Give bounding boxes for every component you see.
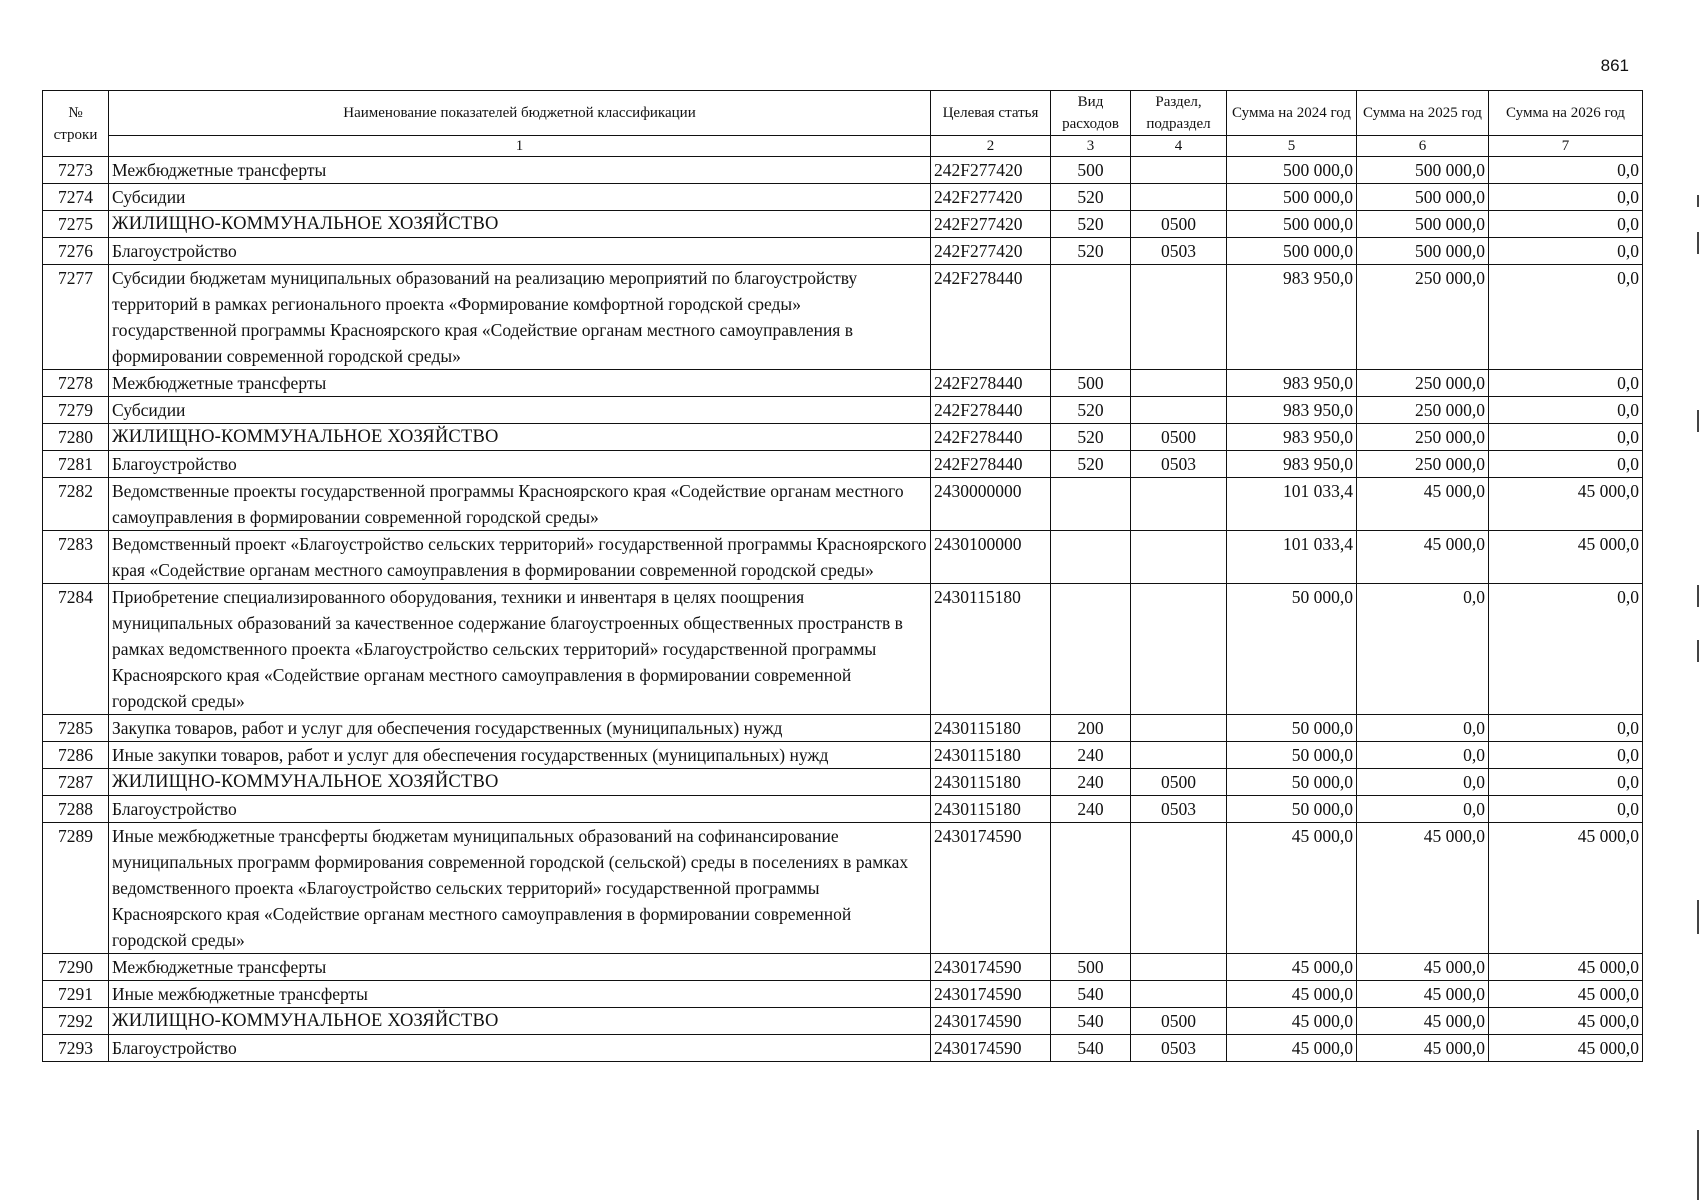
sum-2024: 983 950,0 xyxy=(1227,424,1357,451)
sum-2025: 45 000,0 xyxy=(1357,954,1489,981)
sum-2026: 45 000,0 xyxy=(1489,1035,1643,1062)
sum-2025: 250 000,0 xyxy=(1357,397,1489,424)
col-number-7: 7 xyxy=(1489,136,1643,157)
section-code: 0503 xyxy=(1131,1035,1227,1062)
indicator-name: Ведомственный проект «Благоустройство сельских территорий» государственной программы Красноярского края «Содействие органам местного самоуправления в формировании современной городской среды» xyxy=(109,531,931,584)
sum-2026: 45 000,0 xyxy=(1489,531,1643,584)
section-code: 0503 xyxy=(1131,796,1227,823)
target-article: 2430115180 xyxy=(931,584,1051,715)
target-article: 242F277420 xyxy=(931,211,1051,238)
sum-2025: 45 000,0 xyxy=(1357,531,1489,584)
expense-type: 520 xyxy=(1051,211,1131,238)
section-code xyxy=(1131,265,1227,370)
target-article: 2430100000 xyxy=(931,531,1051,584)
sum-2026: 0,0 xyxy=(1489,211,1643,238)
table-row xyxy=(43,184,1643,211)
expense-type: 540 xyxy=(1051,1035,1131,1062)
table-row xyxy=(43,397,1643,424)
header-name: Наименование показателей бюджетной классификации xyxy=(109,91,931,136)
section-code: 0503 xyxy=(1131,451,1227,478)
table-row xyxy=(43,265,1643,370)
table-row xyxy=(43,531,1643,584)
indicator-name: Субсидии xyxy=(109,397,931,424)
section-code: 0503 xyxy=(1131,238,1227,265)
sum-2026: 45 000,0 xyxy=(1489,981,1643,1008)
row-number: 7280 xyxy=(43,424,109,451)
sum-2025: 500 000,0 xyxy=(1357,211,1489,238)
header-section: Раздел, подраздел xyxy=(1131,91,1227,136)
sum-2026: 0,0 xyxy=(1489,715,1643,742)
indicator-name: Благоустройство xyxy=(109,238,931,265)
table-row xyxy=(43,796,1643,823)
scan-edge-mark xyxy=(1697,640,1699,662)
sum-2025: 250 000,0 xyxy=(1357,370,1489,397)
sum-2024: 50 000,0 xyxy=(1227,742,1357,769)
indicator-name: Субсидии бюджетам муниципальных образований на реализацию мероприятий по благоустройству территорий в рамках регионального проекта «Формирование комфортной городской среды» государственной программы Красноярского края «Содействие органам местного самоуправления в формировании современной городской среды» xyxy=(109,265,931,370)
section-code xyxy=(1131,823,1227,954)
table-row xyxy=(43,157,1643,184)
header-target: Целевая статья xyxy=(931,91,1051,136)
indicator-name: Приобретение специализированного оборудования, техники и инвентаря в целях поощрения муниципальных образований за качественное содержание благоустроенных общественных пространств в рамках ведомственного проекта «Благоустройство сельских территорий» государственной программы Красноярского края «Содействие органам местного самоуправления в формировании современной городской среды» xyxy=(109,584,931,715)
target-article: 242F277420 xyxy=(931,157,1051,184)
target-article: 2430115180 xyxy=(931,796,1051,823)
table-header xyxy=(43,91,1643,157)
section-code: 0500 xyxy=(1131,211,1227,238)
indicator-name: ЖИЛИЩНО-КОММУНАЛЬНОЕ ХОЗЯЙСТВО xyxy=(109,769,931,796)
section-code xyxy=(1131,184,1227,211)
sum-2024: 500 000,0 xyxy=(1227,211,1357,238)
expense-type: 520 xyxy=(1051,184,1131,211)
expense-type: 500 xyxy=(1051,157,1131,184)
expense-type: 520 xyxy=(1051,451,1131,478)
section-code: 0500 xyxy=(1131,769,1227,796)
table-row xyxy=(43,478,1643,531)
indicator-name: Иные закупки товаров, работ и услуг для обеспечения государственных (муниципальных) нужд xyxy=(109,742,931,769)
expense-type xyxy=(1051,584,1131,715)
budget-table xyxy=(42,90,1643,1062)
table-row xyxy=(43,742,1643,769)
sum-2026: 0,0 xyxy=(1489,184,1643,211)
target-article: 2430174590 xyxy=(931,981,1051,1008)
sum-2025: 45 000,0 xyxy=(1357,1035,1489,1062)
indicator-name: Закупка товаров, работ и услуг для обеспечения государственных (муниципальных) нужд xyxy=(109,715,931,742)
sum-2024: 50 000,0 xyxy=(1227,769,1357,796)
row-number: 7282 xyxy=(43,478,109,531)
expense-type: 240 xyxy=(1051,769,1131,796)
expense-type: 520 xyxy=(1051,397,1131,424)
expense-type: 240 xyxy=(1051,742,1131,769)
col-number-4: 4 xyxy=(1131,136,1227,157)
sum-2026: 0,0 xyxy=(1489,769,1643,796)
row-number: 7284 xyxy=(43,584,109,715)
sum-2026: 0,0 xyxy=(1489,424,1643,451)
section-code xyxy=(1131,954,1227,981)
indicator-name: Благоустройство xyxy=(109,451,931,478)
target-article: 242F278440 xyxy=(931,451,1051,478)
header-row-no: № строки xyxy=(43,91,109,157)
row-number: 7288 xyxy=(43,796,109,823)
target-article: 242F278440 xyxy=(931,370,1051,397)
sum-2024: 50 000,0 xyxy=(1227,796,1357,823)
sum-2025: 0,0 xyxy=(1357,715,1489,742)
sum-2026: 0,0 xyxy=(1489,265,1643,370)
indicator-name: ЖИЛИЩНО-КОММУНАЛЬНОЕ ХОЗЯЙСТВО xyxy=(109,1008,931,1035)
indicator-name: Ведомственные проекты государственной программы Красноярского края «Содействие органам местного самоуправления в формировании современной городской среды» xyxy=(109,478,931,531)
target-article: 2430115180 xyxy=(931,742,1051,769)
indicator-name: Иные межбюджетные трансферты бюджетам муниципальных образований на софинансирование муниципальных программ формирования современной городской (сельской) среды в поселениях в рамках ведомственного проекта «Благоустройство сельских территорий» государственной программы Красноярского края «Содействие органам местного самоуправления в формировании современной городской среды» xyxy=(109,823,931,954)
section-code xyxy=(1131,715,1227,742)
expense-type: 500 xyxy=(1051,370,1131,397)
section-code xyxy=(1131,742,1227,769)
row-number: 7273 xyxy=(43,157,109,184)
indicator-name: Межбюджетные трансферты xyxy=(109,954,931,981)
indicator-name: Межбюджетные трансферты xyxy=(109,370,931,397)
sum-2024: 983 950,0 xyxy=(1227,397,1357,424)
target-article: 242F277420 xyxy=(931,238,1051,265)
target-article: 242F278440 xyxy=(931,424,1051,451)
expense-type: 520 xyxy=(1051,424,1131,451)
target-article: 2430174590 xyxy=(931,954,1051,981)
table-row xyxy=(43,823,1643,954)
table-row xyxy=(43,954,1643,981)
sum-2024: 101 033,4 xyxy=(1227,531,1357,584)
header-exp-type: Вид расходов xyxy=(1051,91,1131,136)
section-code xyxy=(1131,397,1227,424)
scan-edge-mark xyxy=(1697,1130,1699,1200)
row-number: 7285 xyxy=(43,715,109,742)
target-article: 2430174590 xyxy=(931,823,1051,954)
row-number: 7293 xyxy=(43,1035,109,1062)
target-article: 242F277420 xyxy=(931,184,1051,211)
sum-2024: 983 950,0 xyxy=(1227,265,1357,370)
sum-2026: 0,0 xyxy=(1489,742,1643,769)
header-sum-2025: Сумма на 2025 год xyxy=(1357,91,1489,136)
section-code xyxy=(1131,531,1227,584)
row-number: 7276 xyxy=(43,238,109,265)
indicator-name: ЖИЛИЩНО-КОММУНАЛЬНОЕ ХОЗЯЙСТВО xyxy=(109,211,931,238)
sum-2025: 500 000,0 xyxy=(1357,238,1489,265)
target-article: 2430000000 xyxy=(931,478,1051,531)
sum-2026: 0,0 xyxy=(1489,397,1643,424)
sum-2024: 50 000,0 xyxy=(1227,715,1357,742)
sum-2026: 0,0 xyxy=(1489,584,1643,715)
expense-type xyxy=(1051,823,1131,954)
sum-2025: 0,0 xyxy=(1357,584,1489,715)
row-number: 7292 xyxy=(43,1008,109,1035)
sum-2026: 45 000,0 xyxy=(1489,478,1643,531)
target-article: 2430115180 xyxy=(931,715,1051,742)
table-row xyxy=(43,769,1643,796)
row-number: 7278 xyxy=(43,370,109,397)
column-number-row xyxy=(43,136,1643,157)
row-number: 7286 xyxy=(43,742,109,769)
page-number: 861 xyxy=(1600,56,1629,75)
sum-2026: 0,0 xyxy=(1489,370,1643,397)
row-number: 7289 xyxy=(43,823,109,954)
sum-2026: 0,0 xyxy=(1489,157,1643,184)
sum-2026: 45 000,0 xyxy=(1489,954,1643,981)
row-number: 7290 xyxy=(43,954,109,981)
target-article: 2430115180 xyxy=(931,769,1051,796)
sum-2024: 500 000,0 xyxy=(1227,238,1357,265)
table-row xyxy=(43,981,1643,1008)
expense-type xyxy=(1051,531,1131,584)
sum-2025: 0,0 xyxy=(1357,796,1489,823)
sum-2025: 250 000,0 xyxy=(1357,265,1489,370)
sum-2025: 45 000,0 xyxy=(1357,981,1489,1008)
sum-2024: 101 033,4 xyxy=(1227,478,1357,531)
sum-2025: 250 000,0 xyxy=(1357,424,1489,451)
expense-type: 540 xyxy=(1051,981,1131,1008)
sum-2025: 0,0 xyxy=(1357,742,1489,769)
target-article: 242F278440 xyxy=(931,397,1051,424)
scan-edge-mark xyxy=(1697,232,1699,254)
target-article: 2430174590 xyxy=(931,1035,1051,1062)
table-row xyxy=(43,424,1643,451)
sum-2024: 45 000,0 xyxy=(1227,954,1357,981)
row-number: 7291 xyxy=(43,981,109,1008)
sum-2024: 50 000,0 xyxy=(1227,584,1357,715)
row-number: 7281 xyxy=(43,451,109,478)
indicator-name: Иные межбюджетные трансферты xyxy=(109,981,931,1008)
sum-2024: 500 000,0 xyxy=(1227,157,1357,184)
sum-2025: 500 000,0 xyxy=(1357,184,1489,211)
expense-type: 200 xyxy=(1051,715,1131,742)
table-row xyxy=(43,715,1643,742)
table-row xyxy=(43,238,1643,265)
target-article: 242F278440 xyxy=(931,265,1051,370)
expense-type: 240 xyxy=(1051,796,1131,823)
row-number: 7283 xyxy=(43,531,109,584)
section-code xyxy=(1131,478,1227,531)
sum-2026: 0,0 xyxy=(1489,451,1643,478)
indicator-name: Субсидии xyxy=(109,184,931,211)
table-row xyxy=(43,1008,1643,1035)
sum-2026: 45 000,0 xyxy=(1489,823,1643,954)
col-number-2: 2 xyxy=(931,136,1051,157)
sum-2026: 0,0 xyxy=(1489,796,1643,823)
sum-2025: 45 000,0 xyxy=(1357,1008,1489,1035)
section-code: 0500 xyxy=(1131,1008,1227,1035)
header-sum-2024: Сумма на 2024 год xyxy=(1227,91,1357,136)
col-number-6: 6 xyxy=(1357,136,1489,157)
col-number-3: 3 xyxy=(1051,136,1131,157)
indicator-name: Благоустройство xyxy=(109,796,931,823)
sum-2026: 0,0 xyxy=(1489,238,1643,265)
col-number-5: 5 xyxy=(1227,136,1357,157)
sum-2025: 500 000,0 xyxy=(1357,157,1489,184)
expense-type: 540 xyxy=(1051,1008,1131,1035)
sum-2024: 45 000,0 xyxy=(1227,1008,1357,1035)
row-number: 7275 xyxy=(43,211,109,238)
target-article: 2430174590 xyxy=(931,1008,1051,1035)
sum-2024: 983 950,0 xyxy=(1227,370,1357,397)
table-body xyxy=(43,157,1643,1062)
table-row xyxy=(43,370,1643,397)
sum-2025: 250 000,0 xyxy=(1357,451,1489,478)
sum-2024: 45 000,0 xyxy=(1227,981,1357,1008)
table-row xyxy=(43,584,1643,715)
table-row xyxy=(43,1035,1643,1062)
indicator-name: Межбюджетные трансферты xyxy=(109,157,931,184)
row-number: 7277 xyxy=(43,265,109,370)
expense-type xyxy=(1051,478,1131,531)
expense-type: 520 xyxy=(1051,238,1131,265)
scan-edge-mark xyxy=(1697,410,1699,432)
section-code xyxy=(1131,584,1227,715)
scan-edge-mark xyxy=(1697,195,1699,207)
header-sum-2026: Сумма на 2026 год xyxy=(1489,91,1643,136)
expense-type: 500 xyxy=(1051,954,1131,981)
expense-type xyxy=(1051,265,1131,370)
sum-2024: 45 000,0 xyxy=(1227,823,1357,954)
sum-2024: 45 000,0 xyxy=(1227,1035,1357,1062)
section-code xyxy=(1131,157,1227,184)
row-number: 7287 xyxy=(43,769,109,796)
row-number: 7279 xyxy=(43,397,109,424)
sum-2025: 45 000,0 xyxy=(1357,478,1489,531)
table-row xyxy=(43,451,1643,478)
col-number-1: 1 xyxy=(109,136,931,157)
indicator-name: Благоустройство xyxy=(109,1035,931,1062)
table-row xyxy=(43,211,1643,238)
sum-2024: 983 950,0 xyxy=(1227,451,1357,478)
indicator-name: ЖИЛИЩНО-КОММУНАЛЬНОЕ ХОЗЯЙСТВО xyxy=(109,424,931,451)
row-number: 7274 xyxy=(43,184,109,211)
sum-2025: 0,0 xyxy=(1357,769,1489,796)
scan-edge-mark xyxy=(1697,585,1699,607)
section-code: 0500 xyxy=(1131,424,1227,451)
section-code xyxy=(1131,370,1227,397)
sum-2025: 45 000,0 xyxy=(1357,823,1489,954)
sum-2024: 500 000,0 xyxy=(1227,184,1357,211)
sum-2026: 45 000,0 xyxy=(1489,1008,1643,1035)
section-code xyxy=(1131,981,1227,1008)
scan-edge-mark xyxy=(1697,900,1699,934)
